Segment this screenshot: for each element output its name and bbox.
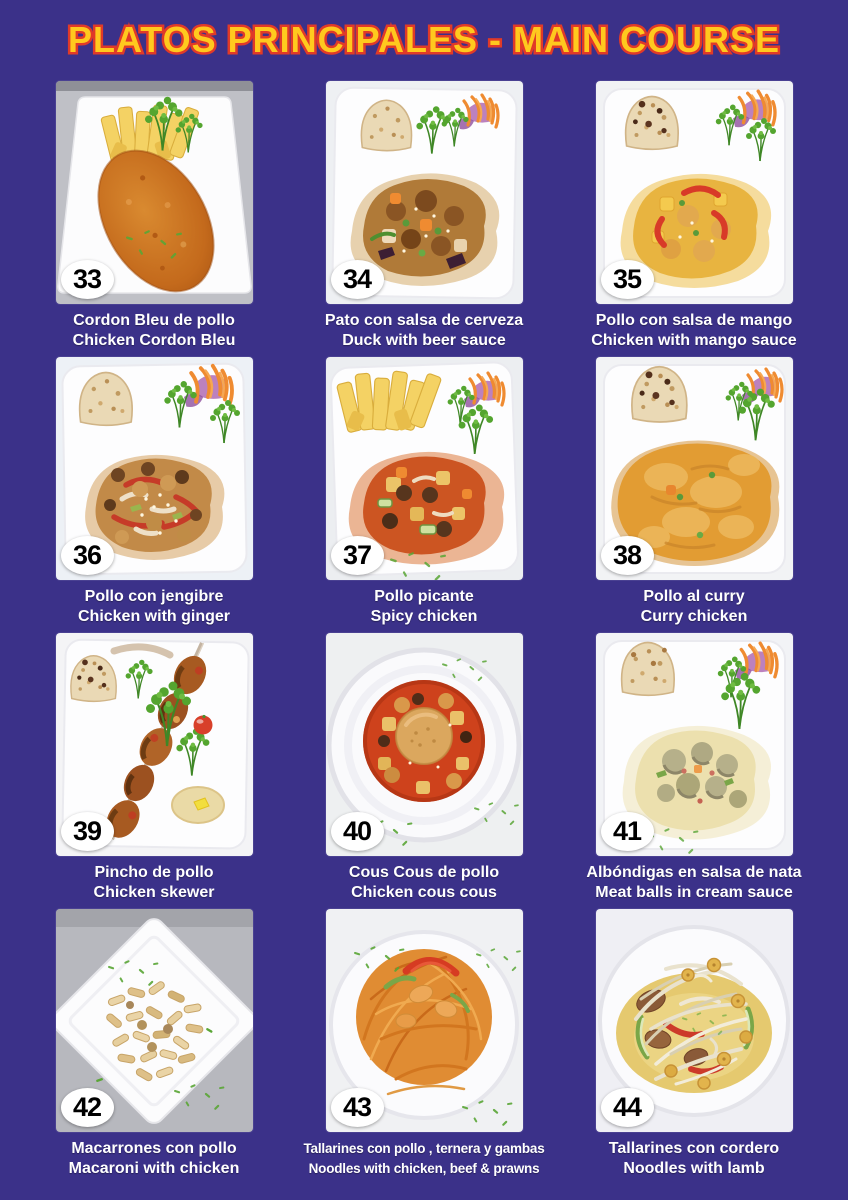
menu-item-43 (303, 909, 545, 1179)
dish-name-es: Tallarines con pollo , ternera y gambas (303, 1141, 545, 1156)
dish-number: 43 (342, 1092, 372, 1122)
dish-photo-37 (326, 357, 523, 580)
menu-item-39 (56, 633, 253, 903)
dish-caption (559, 311, 829, 351)
dish-photo-33 (56, 81, 253, 304)
dish-name-es: Cous Cous de pollo (348, 864, 500, 881)
dish-caption (559, 1139, 829, 1179)
dish-number: 35 (612, 264, 642, 294)
dish-number: 36 (72, 540, 102, 570)
dish-name-es: Tallarines con cordero (608, 1140, 780, 1157)
dish-photo-38 (596, 357, 793, 580)
dish-caption (289, 863, 559, 903)
dish-photo-40 (326, 633, 523, 856)
dish-name-es: Pollo con jengibre (84, 588, 224, 605)
dish-number: 42 (72, 1092, 102, 1122)
dish-name-en: Chicken with ginger (77, 608, 230, 625)
page-header (0, 0, 848, 71)
page-title (14, 12, 834, 66)
dish-caption (559, 587, 829, 627)
dish-name-es: Pato con salsa de cerveza (324, 312, 524, 329)
dish-number: 39 (72, 816, 102, 846)
dish-number-badge (331, 1088, 384, 1127)
dish-name-en: Chicken with mango sauce (591, 332, 797, 349)
dish-number-badge (601, 1088, 654, 1127)
dish-name-en: Chicken Cordon Bleu (72, 332, 236, 349)
dish-name-en: Chicken skewer (93, 884, 215, 901)
dish-number: 37 (342, 540, 372, 570)
dish-photo-35 (596, 81, 793, 304)
dish-number-badge (601, 536, 654, 575)
page-title-text: PLATOS PRINCIPALES - MAIN COURSE (67, 19, 781, 60)
menu-item-42 (56, 909, 253, 1179)
dish-number-badge (61, 1088, 114, 1127)
dish-number: 34 (342, 264, 372, 294)
dish-number: 38 (612, 540, 642, 570)
menu-grid (0, 81, 848, 1179)
dish-number-badge (331, 812, 384, 851)
dish-name-es: Pincho de pollo (94, 864, 214, 881)
dish-photo-43 (326, 909, 523, 1132)
menu-item-44 (596, 909, 793, 1179)
dish-photo-44 (596, 909, 793, 1132)
dish-photo-42 (56, 909, 253, 1132)
dish-number: 44 (612, 1092, 642, 1122)
dish-photo-36 (56, 357, 253, 580)
dish-name-es: Pollo con salsa de mango (595, 312, 793, 329)
dish-name-es: Cordon Bleu de pollo (73, 312, 235, 329)
dish-name-en: Spicy chicken (370, 608, 478, 625)
dish-number-badge (61, 536, 114, 575)
menu-item-36 (56, 357, 253, 627)
dish-number: 41 (612, 816, 642, 846)
dish-name-en: Duck with beer sauce (342, 332, 506, 349)
dish-caption (19, 587, 289, 627)
dish-number: 40 (342, 816, 372, 846)
dish-name-es: Albóndigas en salsa de nata (586, 864, 802, 881)
dish-name-es: Macarrones con pollo (71, 1140, 237, 1157)
dish-name-en: Noodles with chicken, beef & prawns (308, 1160, 540, 1176)
dish-caption (289, 1139, 559, 1178)
dish-number: 33 (72, 264, 102, 294)
dish-caption (289, 587, 559, 627)
menu-item-33 (56, 81, 253, 351)
menu-item-35 (591, 81, 797, 351)
dish-name-en: Chicken cous cous (351, 884, 497, 901)
menu-item-37 (326, 357, 523, 627)
menu-item-34 (326, 81, 523, 351)
dish-name-es: Pollo al curry (643, 588, 745, 605)
dish-number-badge (331, 260, 384, 299)
menu-item-38 (596, 357, 793, 627)
dish-photo-41 (596, 633, 793, 856)
dish-caption (19, 1139, 289, 1179)
dish-name-en: Noodles with lamb (623, 1160, 765, 1177)
dish-number-badge (601, 260, 654, 299)
dish-name-en: Meat balls in cream sauce (595, 884, 793, 901)
dish-number-badge (331, 536, 384, 575)
dish-caption (19, 863, 289, 903)
dish-number-badge (61, 260, 114, 299)
menu-item-41 (586, 633, 802, 903)
dish-number-badge (61, 812, 114, 851)
dish-caption (19, 311, 289, 351)
dish-name-en: Macaroni with chicken (68, 1160, 240, 1177)
menu-item-40 (326, 633, 523, 903)
dish-name-en: Curry chicken (640, 608, 748, 625)
dish-name-es: Pollo picante (374, 588, 474, 605)
dish-caption (289, 311, 559, 351)
dish-photo-39 (56, 633, 253, 856)
dish-caption (559, 863, 829, 903)
dish-number-badge (601, 812, 654, 851)
dish-photo-34 (326, 81, 523, 304)
